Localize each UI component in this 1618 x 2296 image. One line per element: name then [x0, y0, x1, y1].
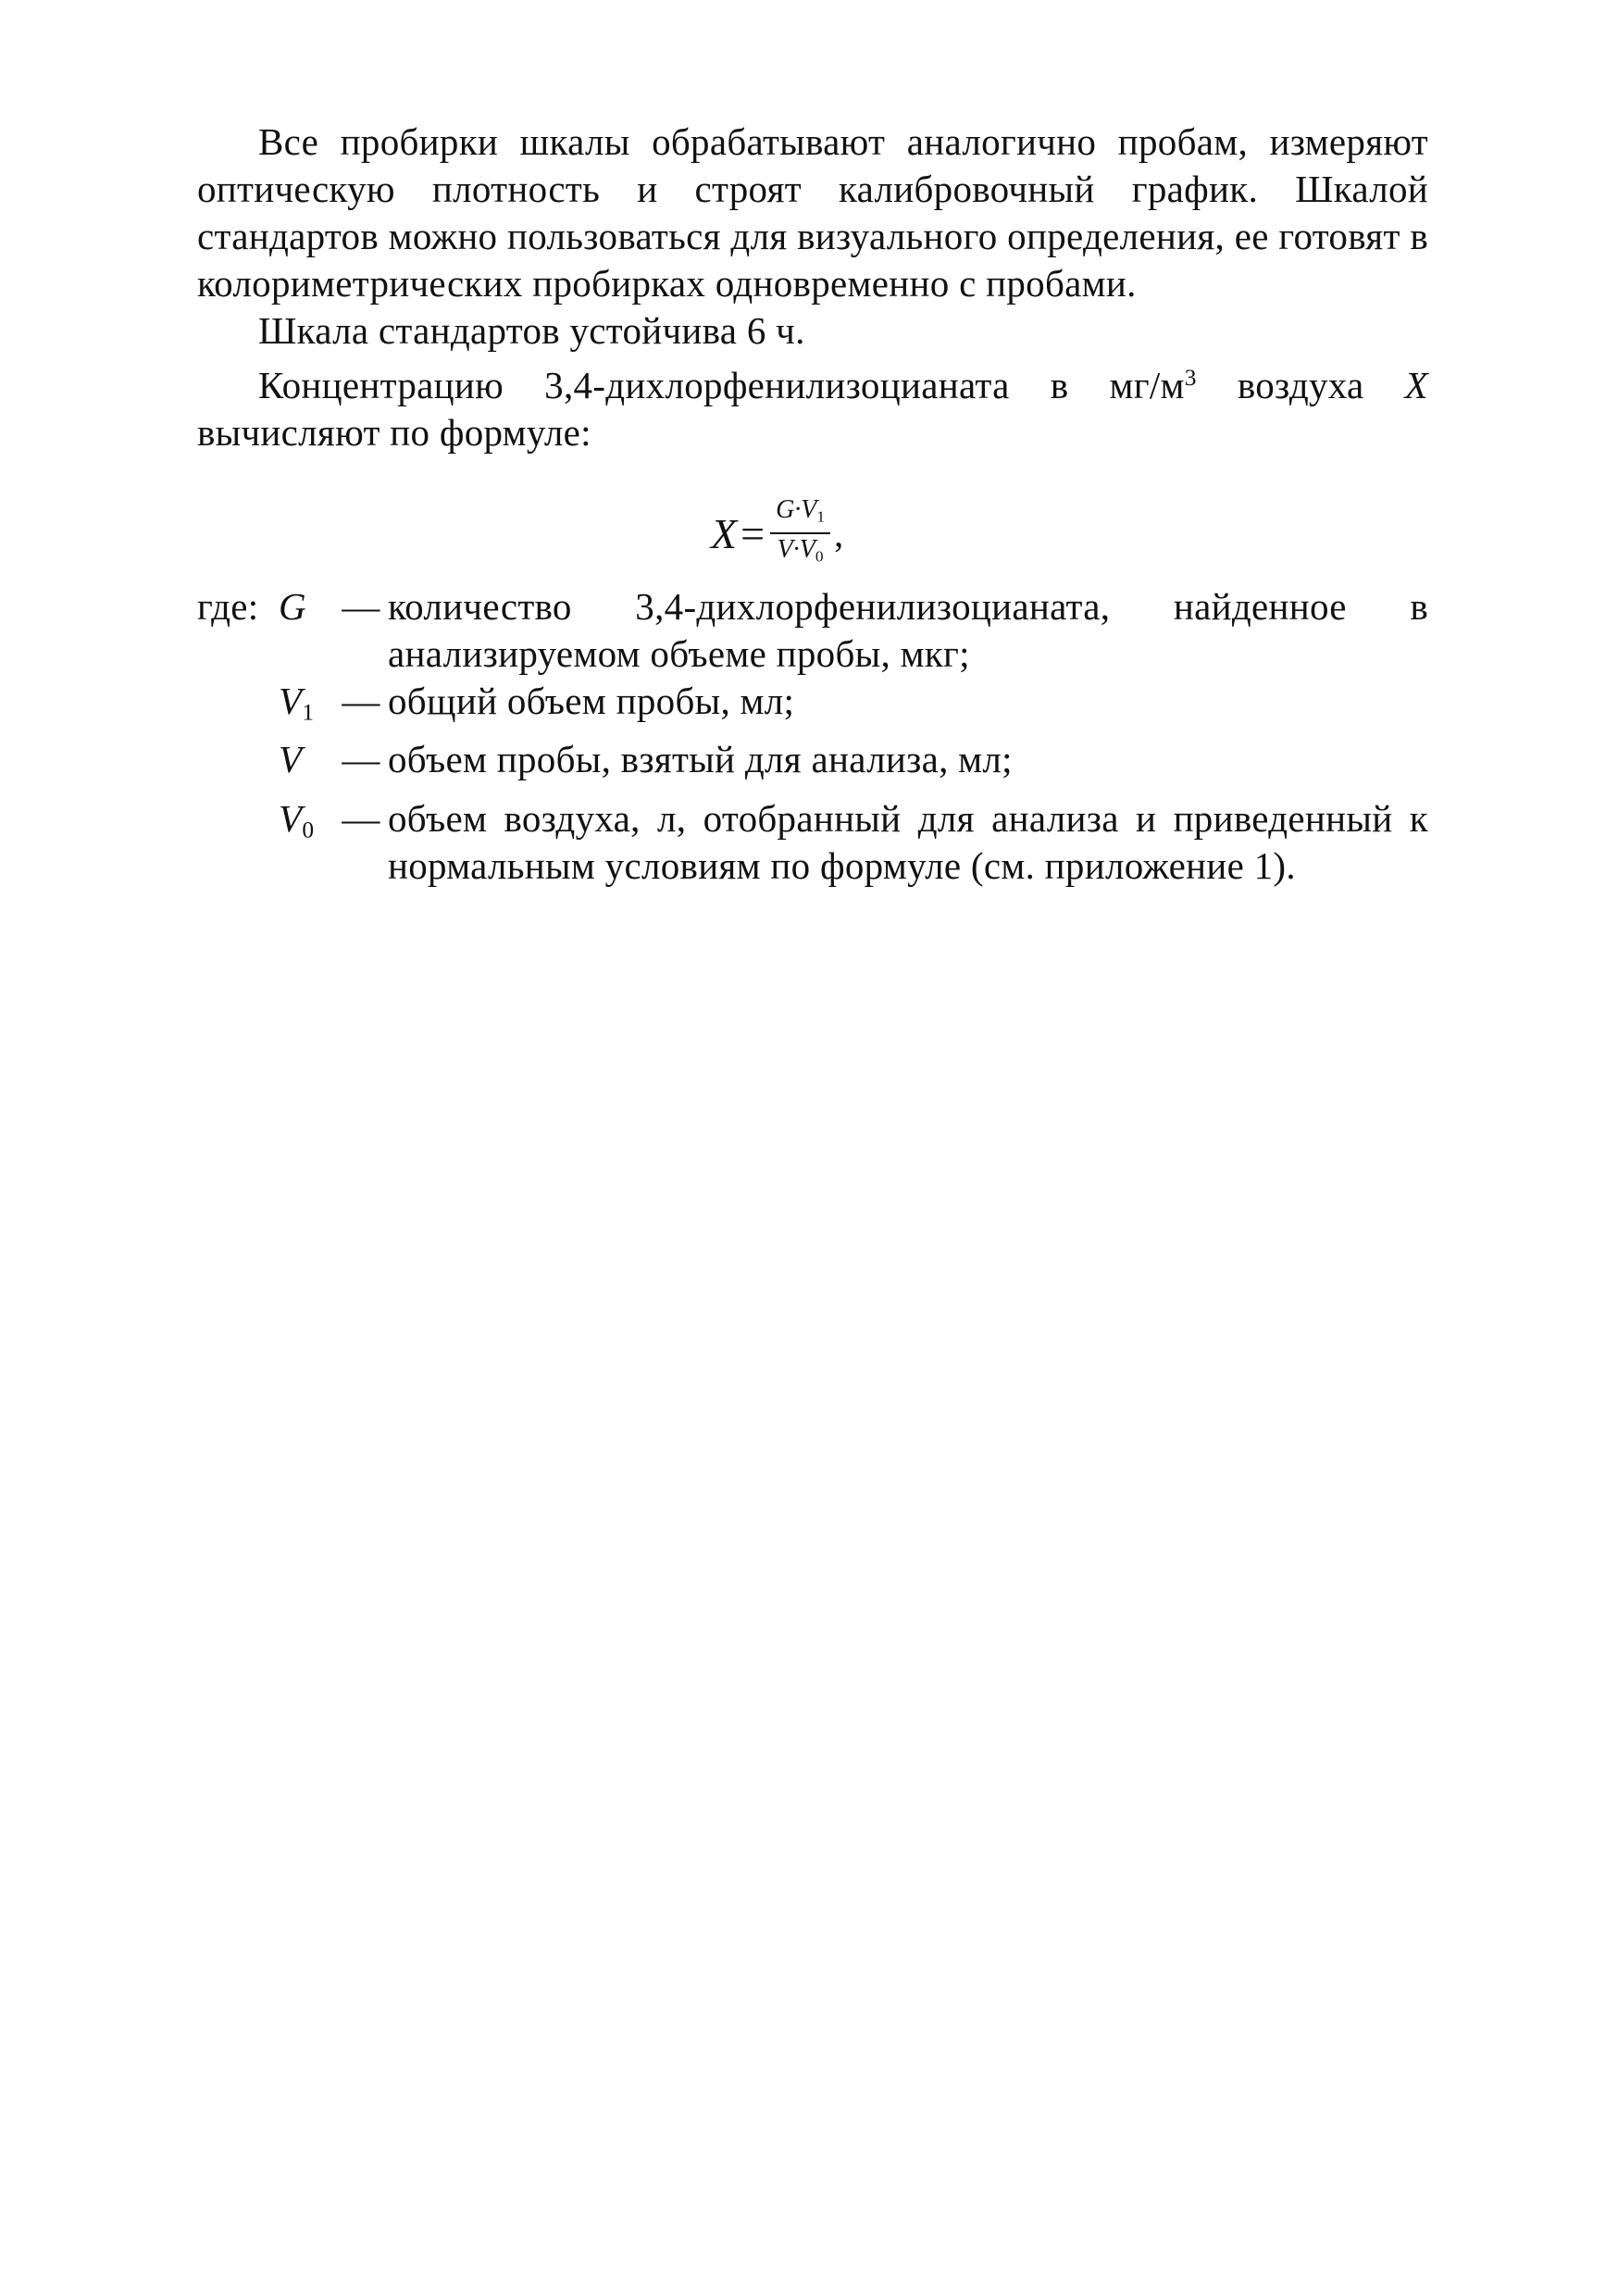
legend-definition: объем пробы, взятый для анализа, мл;	[388, 738, 1013, 781]
legend-symbol-letter: G	[279, 585, 306, 628]
formula-numerator	[770, 494, 830, 532]
legend-symbol-letter: V	[279, 796, 303, 840]
paragraph-concentration	[197, 355, 1428, 456]
concentration-text-middle: воздуха	[1196, 363, 1405, 406]
formula-comma: ,	[834, 512, 844, 555]
concentration-formula	[711, 491, 843, 576]
legend-dash: —	[342, 585, 380, 628]
formula-legend	[197, 583, 1428, 890]
legend-row-v1	[197, 678, 1428, 736]
legend-dash: —	[342, 796, 380, 840]
formula-denominator	[772, 534, 829, 572]
concentration-variable: X	[1404, 363, 1428, 406]
legend-symbol	[279, 583, 334, 678]
concentration-text-start: Концентрацию 3,4-дихлорфенилизоцианата в мг/м	[258, 363, 1185, 406]
concentration-text-end: вычисляют по формуле:	[197, 410, 591, 454]
legend-symbol-subscript: 0	[302, 817, 315, 843]
legend-symbol	[279, 795, 334, 890]
legend-definition: объем воздуха, л, отобранный для анализа и приведенный к нормальным условиям по формуле (см. приложение 1).	[388, 796, 1428, 887]
legend-definition: общий объем пробы, мл;	[388, 680, 795, 722]
legend-dash: —	[342, 738, 380, 781]
formula-lhs: X	[711, 509, 738, 557]
legend-lead-spacer	[197, 736, 279, 794]
numerator-dot: ·	[794, 494, 802, 524]
legend-lead-spacer	[197, 795, 279, 890]
formula-fraction	[770, 494, 830, 573]
paragraph-procedure: Все пробирки шкалы обрабатывают аналогично пробам, измеряют оптическую плотность и строят калибровочный график. Шкалой стандартов можно пользоваться для визуального определения, ее готовят в колориметрических пробирках одновременно с пробами.	[197, 120, 1428, 305]
numerator-subscript: 1	[816, 507, 826, 525]
legend-row-v	[197, 736, 1428, 794]
legend-lead: где:	[197, 585, 259, 628]
denominator-v0: V	[799, 535, 815, 564]
legend-symbol	[279, 736, 334, 794]
body-text	[197, 119, 1428, 456]
denominator-v: V	[777, 535, 793, 564]
legend-row-v0	[197, 795, 1428, 890]
legend-lead-spacer	[197, 678, 279, 736]
formula-equals: =	[741, 509, 765, 557]
denominator-subscript: 0	[815, 547, 824, 566]
numerator-v: V	[801, 494, 817, 524]
paragraph-stability: Шкала стандартов устойчива 6 ч.	[258, 309, 805, 352]
legend-definition: количество 3,4-дихлорфенилизоцианата, найденное в анализируемом объеме пробы, мкг;	[388, 585, 1428, 675]
legend-symbol-letter: V	[279, 680, 303, 722]
numerator-g: G	[776, 494, 795, 524]
unit-exponent: 3	[1184, 365, 1197, 391]
legend-symbol	[279, 678, 334, 736]
legend-dash: —	[342, 680, 380, 722]
legend-symbol-letter: V	[279, 738, 303, 781]
denominator-dot: ·	[792, 535, 800, 564]
legend-symbol-subscript: 1	[302, 699, 315, 726]
legend-row-g	[197, 583, 1428, 678]
